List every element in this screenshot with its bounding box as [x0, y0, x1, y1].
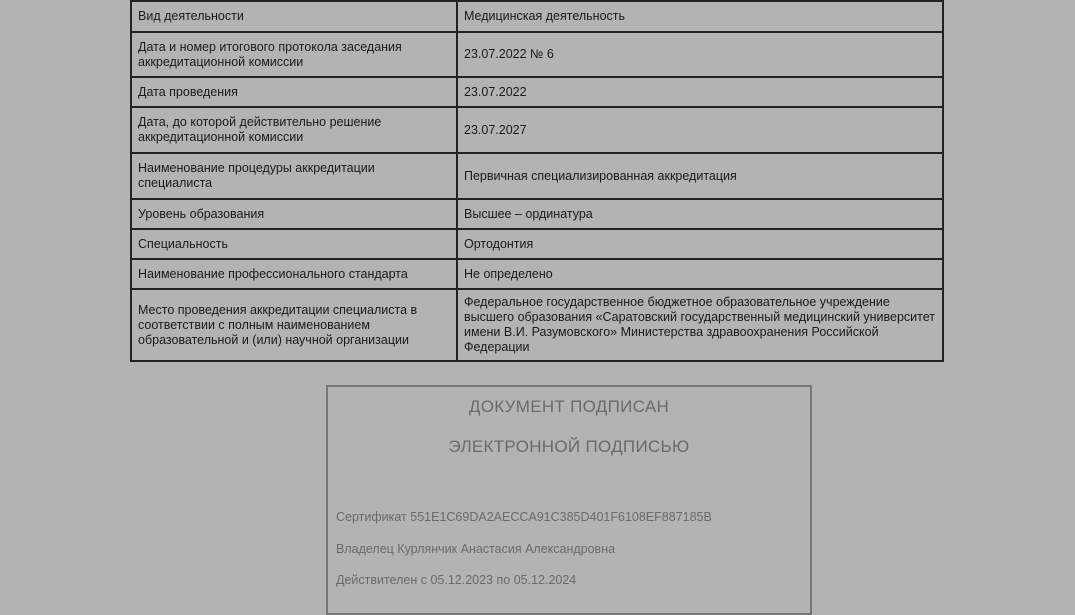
- row-value: Ортодонтия: [457, 229, 943, 259]
- table-row: [131, 289, 943, 361]
- row-value: Федеральное государственное бюджетное образовательное учреждение высшего образования «Саратовский государственный медицинский университет имени В.И. Разумовского» Министерства здравоохранения Российской Федерации: [457, 289, 943, 361]
- row-key: Вид деятельности: [131, 1, 457, 32]
- electronic-signature-stamp: [326, 385, 812, 615]
- stamp-certificate: Сертификат 551E1C69DA2AECCA91C385D401F6108EF887185B: [336, 510, 712, 524]
- table-row: [131, 32, 943, 77]
- table-row: [131, 153, 943, 199]
- table-row: [131, 199, 943, 229]
- table-row: [131, 1, 943, 32]
- stamp-validity: Действителен с 05.12.2023 по 05.12.2024: [336, 573, 577, 587]
- table-row: [131, 259, 943, 289]
- row-value: Не определено: [457, 259, 943, 289]
- row-key: Дата и номер итогового протокола заседания аккредитационной комиссии: [131, 32, 457, 77]
- row-key: Специальность: [131, 229, 457, 259]
- row-key: Наименование профессионального стандарта: [131, 259, 457, 289]
- table-row: [131, 107, 943, 153]
- stamp-owner: Владелец Курлянчик Анастасия Александровна: [336, 542, 616, 556]
- row-key: Уровень образования: [131, 199, 457, 229]
- row-key: Дата, до которой действительно решение аккредитационной комиссии: [131, 107, 457, 153]
- row-key: Место проведения аккредитации специалиста в соответствии с полным наименованием образовательной и (или) научной организации: [131, 289, 457, 361]
- row-value: Первичная специализированная аккредитация: [457, 153, 943, 199]
- row-value: 23.07.2027: [457, 107, 943, 153]
- row-value: 23.07.2022 № 6: [457, 32, 943, 77]
- row-key: Наименование процедуры аккредитации специалиста: [131, 153, 457, 199]
- row-value: Медицинская деятельность: [457, 1, 943, 32]
- accreditation-info-table: [130, 0, 944, 362]
- table-row: [131, 77, 943, 107]
- table-row: [131, 229, 943, 259]
- stamp-title-line1: ДОКУМЕНТ ПОДПИСАН: [468, 397, 670, 416]
- stamp-title-line2: ЭЛЕКТРОННОЙ ПОДПИСЬЮ: [448, 437, 690, 456]
- row-value: 23.07.2022: [457, 77, 943, 107]
- row-value: Высшее – ординатура: [457, 199, 943, 229]
- row-key: Дата проведения: [131, 77, 457, 107]
